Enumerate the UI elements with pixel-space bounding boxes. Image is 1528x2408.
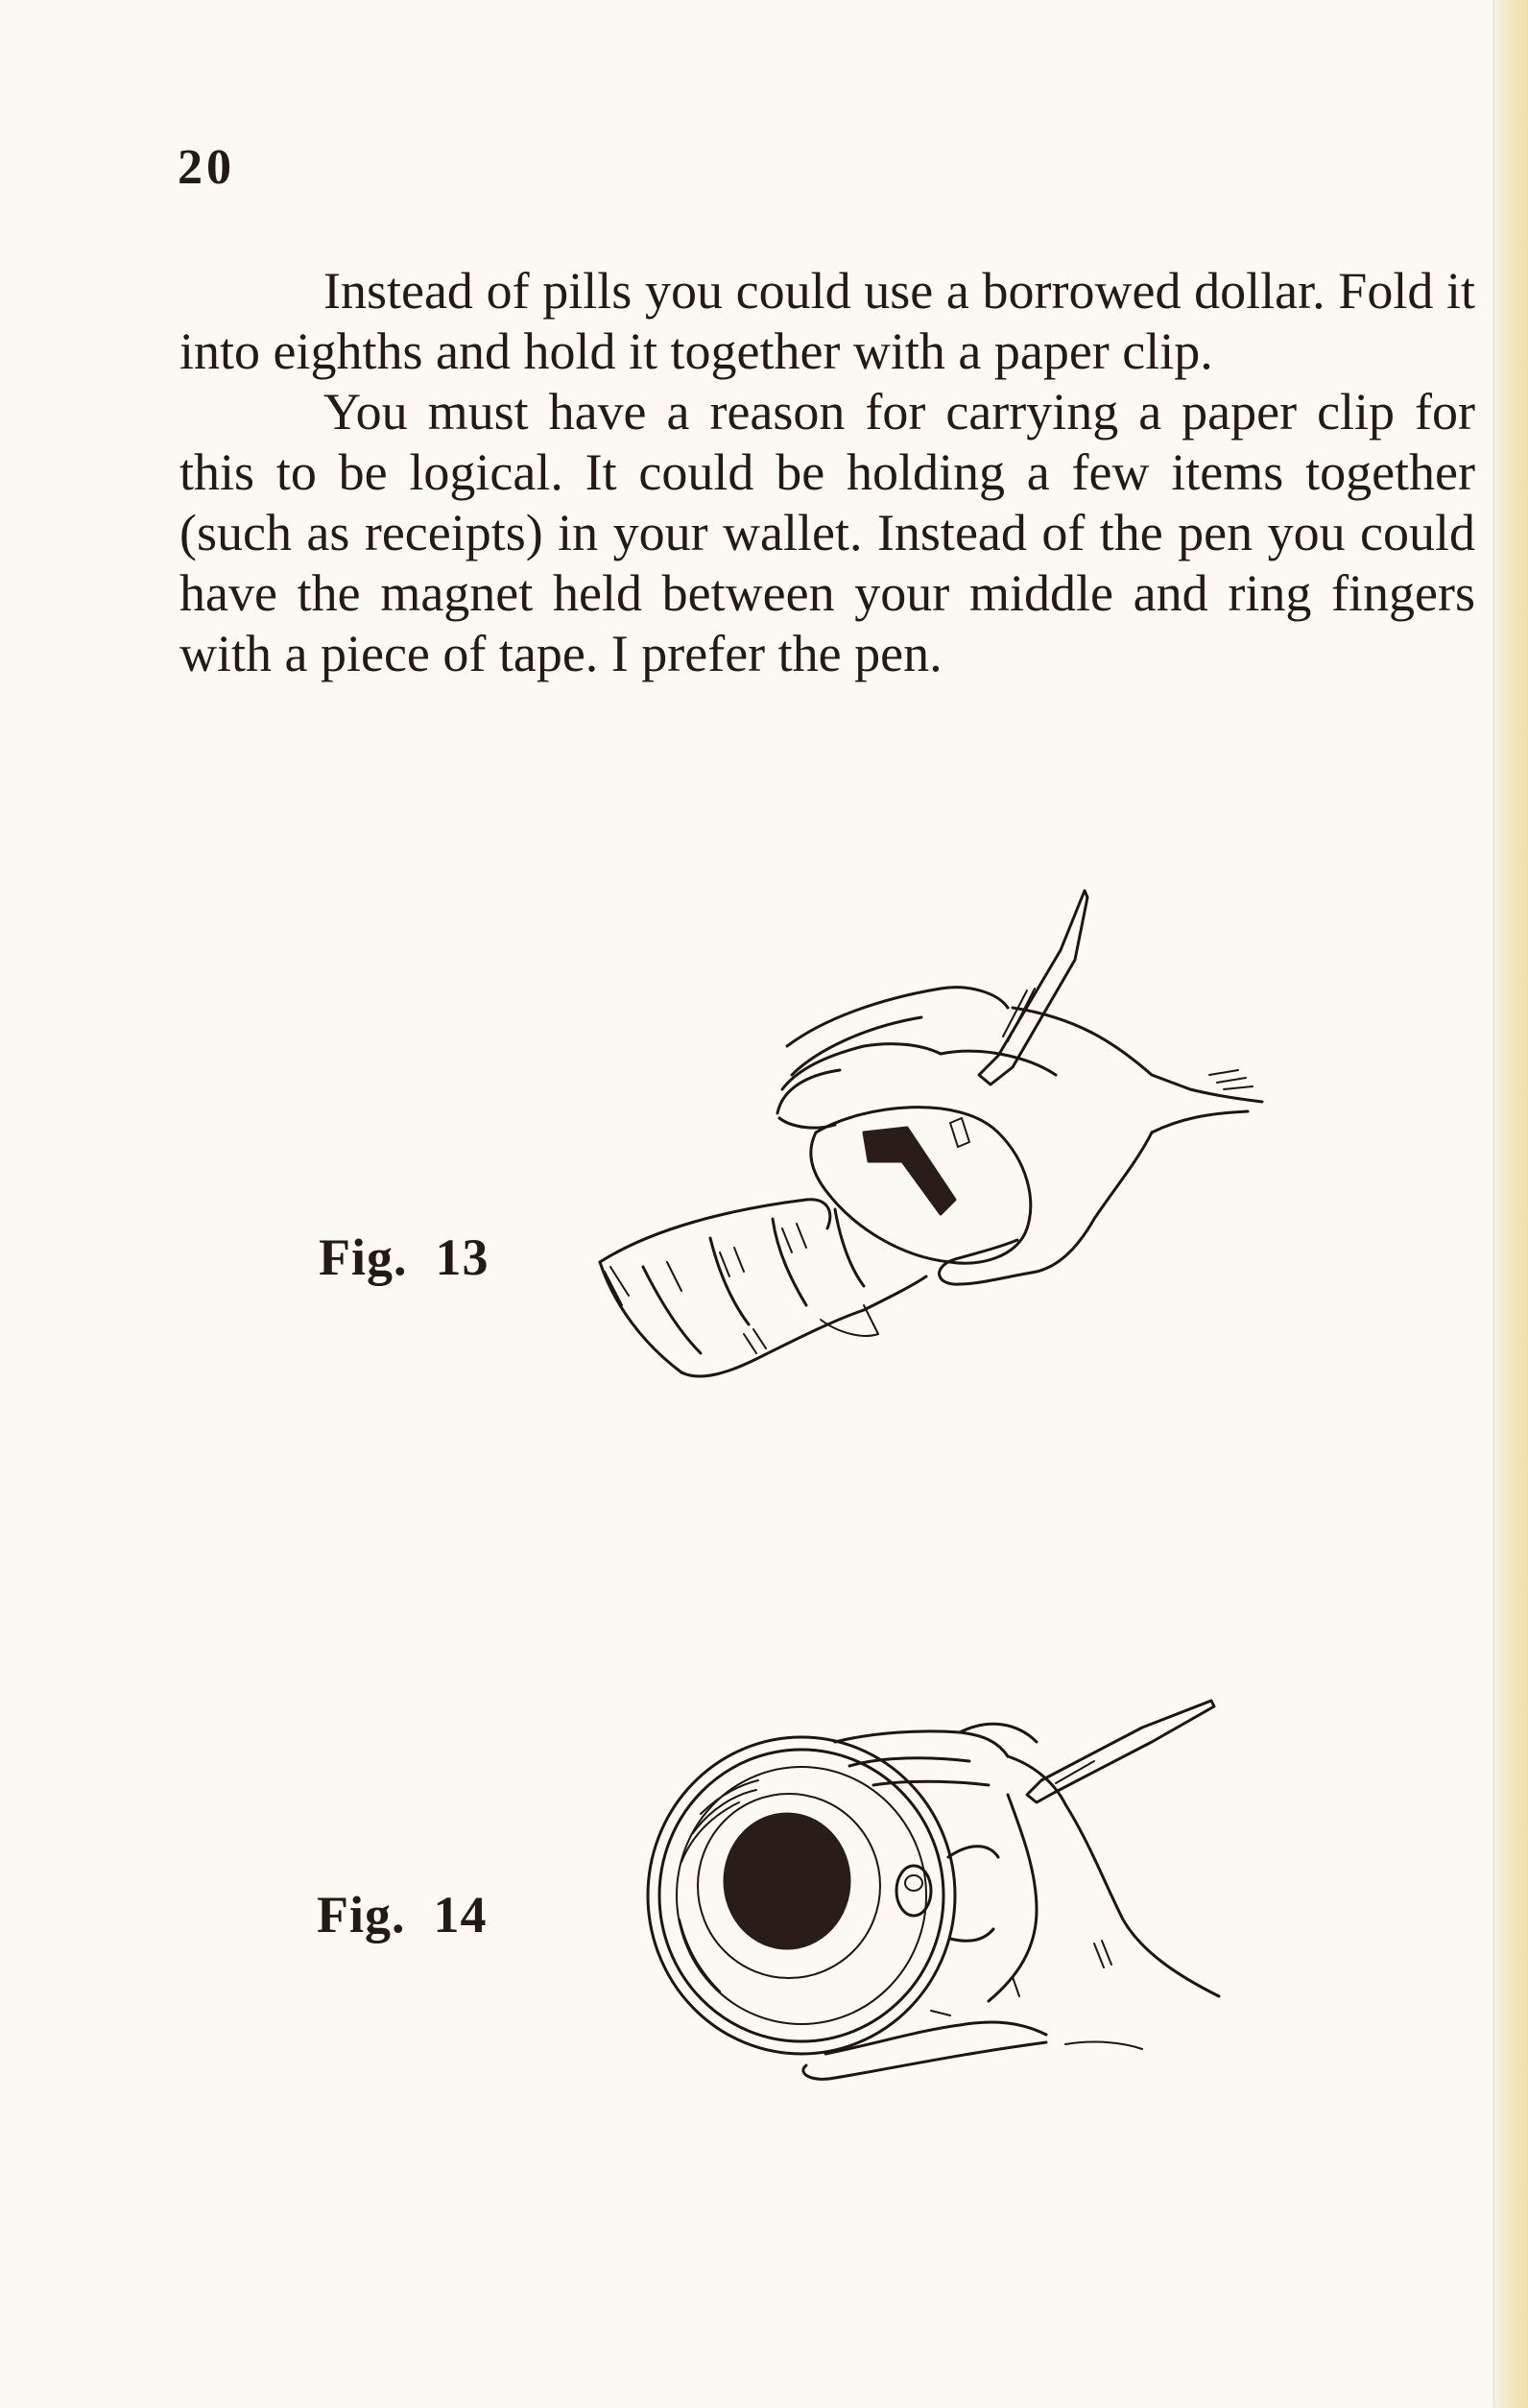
paragraph-1: Instead of pills you could use a borrowed dollar. Fold it into eighths and hold it together with a paper clip. — [179, 262, 1475, 380]
paragraph-2: You must have a reason for carrying a paper clip for this to be logical. It could be holding a few items together (such as receipts) in your wallet. Instead of the pen you could have the magnet held between your middle and ring fingers with a piece of tape. I prefer the pen. — [179, 383, 1475, 682]
figure-13-illustration — [576, 883, 1286, 1468]
page-number: 20 — [178, 140, 235, 195]
figure-14-illustration — [643, 1689, 1257, 2102]
figure-13-label: Fig. 13 — [319, 1228, 489, 1286]
page-edge — [1495, 0, 1528, 2408]
figure-14-label: Fig. 14 — [317, 1886, 488, 1943]
body-text — [179, 261, 1475, 684]
